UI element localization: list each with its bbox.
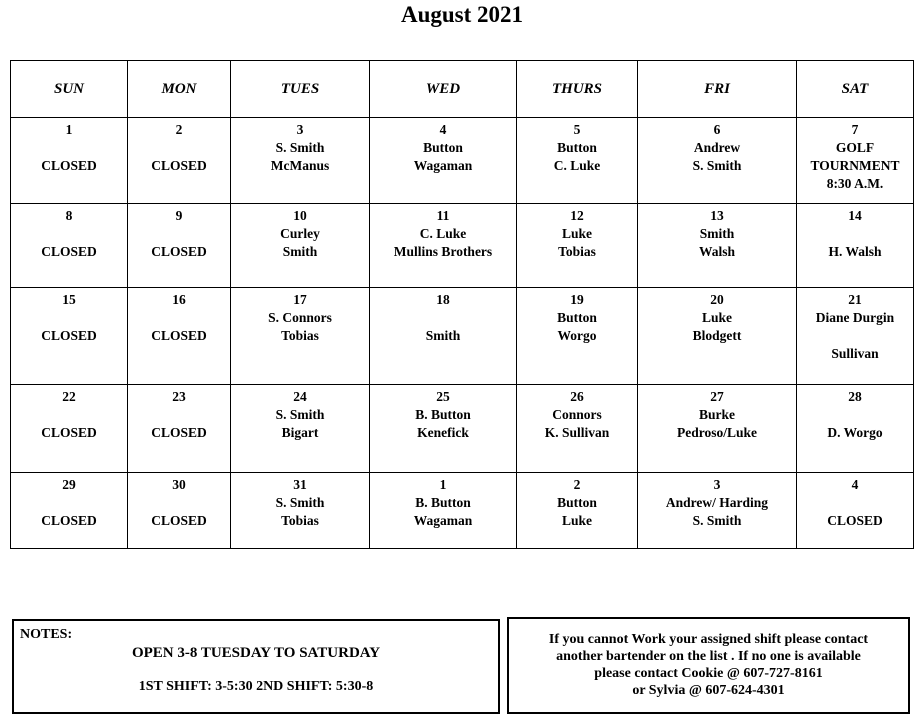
day-number: 4 (439, 122, 447, 137)
weekday-header: WED (370, 61, 517, 118)
weekday-header: SAT (797, 61, 914, 118)
day-cell (231, 385, 370, 473)
day-number: 25 (436, 389, 450, 404)
day-cell (11, 385, 128, 473)
notes-hours: OPEN 3-8 TUESDAY TO SATURDAY (131, 645, 381, 661)
shift-entry: Curley (280, 226, 320, 241)
day-cell (231, 118, 370, 204)
calendar-table (10, 60, 914, 549)
day-number: 1 (439, 477, 447, 492)
shift-entry (797, 225, 913, 243)
day-number: 21 (848, 292, 862, 307)
shift-entry (11, 494, 127, 512)
day-cell (797, 118, 914, 204)
shift-entry: Connors (552, 407, 602, 422)
day-cell (797, 473, 914, 549)
shift-entry: Smith (282, 244, 318, 259)
shift-entry: CLOSED (41, 513, 97, 528)
shift-entry: Andrew (693, 140, 741, 155)
shift-entry: C. Luke (553, 158, 601, 173)
shift-entry: CLOSED (151, 328, 207, 343)
day-cell (797, 204, 914, 288)
day-cell (11, 288, 128, 385)
day-cell (370, 118, 517, 204)
shift-entry (128, 406, 230, 424)
shift-entry: S. Smith (692, 158, 742, 173)
shift-entry: CLOSED (41, 158, 97, 173)
notes-box (12, 619, 500, 714)
day-number: 13 (710, 208, 724, 223)
day-number: 11 (436, 208, 450, 223)
contact-line: please contact Cookie @ 607-727-8161 (594, 666, 823, 681)
day-number: 10 (293, 208, 307, 223)
day-cell (517, 473, 638, 549)
shift-entry: Tobias (558, 244, 596, 259)
shift-entry: CLOSED (41, 244, 97, 259)
day-number: 28 (848, 389, 862, 404)
day-number: 14 (848, 208, 862, 223)
day-number: 4 (851, 477, 859, 492)
shift-entry (797, 406, 913, 424)
shift-entry: Button (423, 140, 463, 155)
day-cell (231, 288, 370, 385)
shift-entry: Button (557, 310, 597, 325)
shift-entry: Mullins Brothers (393, 244, 493, 259)
shift-entry: Tobias (281, 513, 319, 528)
shift-entry: Andrew/ Harding (665, 495, 769, 510)
weekday-header: MON (128, 61, 231, 118)
shift-entry: Bigart (281, 425, 319, 440)
shift-entry: Luke (701, 310, 732, 325)
weekday-header-row (11, 61, 914, 118)
day-cell (128, 473, 231, 549)
week-row (11, 288, 914, 385)
shift-entry: Smith (425, 328, 461, 343)
shift-entry: S. Smith (275, 140, 325, 155)
shift-entry: Luke (561, 226, 592, 241)
weekday-header: FRI (638, 61, 797, 118)
day-cell (11, 204, 128, 288)
week-row (11, 385, 914, 473)
notes-header: NOTES: (20, 627, 73, 642)
shift-entry: Button (557, 495, 597, 510)
shift-entry: McManus (270, 158, 330, 173)
day-number: 19 (570, 292, 584, 307)
day-cell (638, 288, 797, 385)
week-row (11, 473, 914, 549)
day-number: 17 (293, 292, 307, 307)
calendar-title: August 2021 (400, 2, 524, 27)
contact-box (507, 617, 910, 714)
day-cell (517, 288, 638, 385)
shift-entry: Wagaman (413, 158, 473, 173)
shift-entry: H. Walsh (828, 244, 882, 259)
shift-entry: Button (557, 140, 597, 155)
shift-entry (11, 309, 127, 327)
day-cell (517, 204, 638, 288)
shift-entry: TOURNMENT (810, 158, 900, 173)
day-cell (370, 288, 517, 385)
shift-entry: S. Smith (275, 495, 325, 510)
contact-line: If you cannot Work your assigned shift please contact (548, 632, 869, 647)
day-cell (517, 385, 638, 473)
day-cell (638, 118, 797, 204)
day-number: 30 (172, 477, 186, 492)
shift-entry: 8:30 A.M. (826, 176, 884, 191)
weekday-header: SUN (11, 61, 128, 118)
day-number: 7 (851, 122, 859, 137)
day-number: 12 (570, 208, 584, 223)
shift-entry: GOLF (835, 140, 875, 155)
shift-entry: D. Worgo (827, 425, 883, 440)
shift-entry: B. Button (415, 495, 471, 510)
shift-entry: CLOSED (41, 328, 97, 343)
shift-entry: C. Luke (419, 226, 467, 241)
week-row (11, 204, 914, 288)
day-number: 2 (573, 477, 581, 492)
shift-entry (128, 139, 230, 157)
day-cell (797, 385, 914, 473)
shift-entry (797, 327, 913, 345)
weekday-header: THURS (517, 61, 638, 118)
shift-entry (128, 309, 230, 327)
day-cell (231, 204, 370, 288)
shift-entry (11, 406, 127, 424)
shift-entry (11, 139, 127, 157)
day-cell (797, 288, 914, 385)
shift-entry: Blodgett (692, 328, 742, 343)
day-cell (128, 385, 231, 473)
shift-entry (128, 494, 230, 512)
day-number: 6 (713, 122, 721, 137)
shift-entry: Diane Durgin (815, 310, 895, 325)
day-number: 5 (573, 122, 581, 137)
day-number: 8 (65, 208, 73, 223)
shift-entry (11, 225, 127, 243)
shift-entry: CLOSED (827, 513, 883, 528)
shift-entry: Kenefick (417, 425, 469, 440)
shift-entry: S. Connors (268, 310, 332, 325)
day-cell (128, 288, 231, 385)
day-number: 16 (172, 292, 186, 307)
day-cell (11, 473, 128, 549)
shift-entry: B. Button (415, 407, 471, 422)
shift-entry: S. Smith (692, 513, 742, 528)
day-number: 15 (62, 292, 76, 307)
day-cell (128, 204, 231, 288)
contact-line: another bartender on the list . If no one is available (556, 649, 861, 664)
day-number: 18 (436, 292, 450, 307)
shift-entry: K. Sullivan (544, 425, 610, 440)
day-cell (370, 204, 517, 288)
day-cell (231, 473, 370, 549)
shift-entry: Burke (698, 407, 735, 422)
day-number: 2 (175, 122, 183, 137)
day-number: 9 (175, 208, 183, 223)
day-number: 3 (296, 122, 304, 137)
shift-entry: CLOSED (151, 158, 207, 173)
shift-entry: Luke (561, 513, 592, 528)
day-number: 20 (710, 292, 724, 307)
day-number: 31 (293, 477, 307, 492)
week-row (11, 118, 914, 204)
shift-entry: Worgo (557, 328, 597, 343)
shift-entry (128, 225, 230, 243)
shift-entry (370, 309, 516, 327)
day-number: 22 (62, 389, 76, 404)
day-number: 1 (65, 122, 73, 137)
shift-entry: Smith (699, 226, 735, 241)
shift-entry: CLOSED (151, 513, 207, 528)
weekday-header: TUES (231, 61, 370, 118)
day-cell (638, 473, 797, 549)
day-number: 3 (713, 477, 721, 492)
shift-entry: Wagaman (413, 513, 473, 528)
contact-line: or Sylvia @ 607-624-4301 (632, 683, 785, 698)
day-number: 29 (62, 477, 76, 492)
shift-entry: Pedroso/Luke (676, 425, 757, 440)
shift-entry: Sullivan (831, 346, 879, 361)
day-number: 27 (710, 389, 724, 404)
shift-entry: CLOSED (41, 425, 97, 440)
day-cell (370, 473, 517, 549)
shift-entry: Tobias (281, 328, 319, 343)
shift-entry: Walsh (698, 244, 736, 259)
day-number: 26 (570, 389, 584, 404)
notes-shifts: 1ST SHIFT: 3-5:30 2ND SHIFT: 5:30-8 (138, 679, 374, 694)
calendar-body (11, 118, 914, 549)
day-cell (638, 204, 797, 288)
shift-entry: S. Smith (275, 407, 325, 422)
day-cell (128, 118, 231, 204)
day-number: 24 (293, 389, 307, 404)
day-cell (11, 118, 128, 204)
shift-entry: CLOSED (151, 244, 207, 259)
day-cell (638, 385, 797, 473)
day-cell (370, 385, 517, 473)
shift-entry (797, 494, 913, 512)
shift-entry: CLOSED (151, 425, 207, 440)
day-number: 23 (172, 389, 186, 404)
day-cell (517, 118, 638, 204)
